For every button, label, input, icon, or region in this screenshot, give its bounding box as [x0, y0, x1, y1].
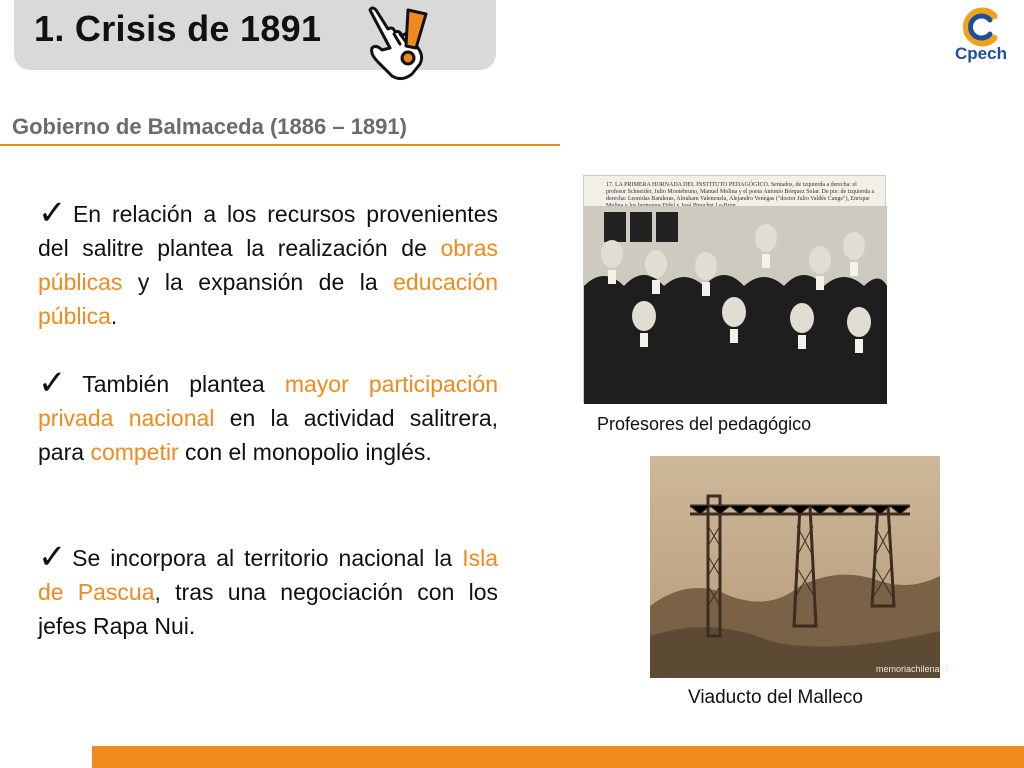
bullet-text: , tras una negociación con los jefes Rapa Nui. [38, 579, 498, 639]
photo-inner-caption: 17. LA PRIMERA HORNADA DEL INSTITUTO PEDAGÓGICO. Sentados, de izquierda a derecha: el profesor Schneider, Julio Montebruno, Manuel Molina y el poeta Antonio Bórquez Solar. De pie: de izquierda a derecha: Leonidas Banderas, Abraham Valenzuela, Alejandro Venegas ("doctor Julio Valdés Cange"), Enrique [606, 182, 875, 202]
bullet-text: en la actividad salitrera, para [38, 405, 498, 465]
section-subtitle: Gobierno de Balmaceda (1886 – 1891) [12, 114, 407, 139]
page-title: 1. Crisis de 1891 [34, 8, 322, 49]
highlight-text: Isla de Pascua [38, 545, 498, 605]
checkmark-icon: ✓ [38, 194, 71, 232]
photo-watermark: memoriachilena.cl [876, 664, 949, 674]
teachers-photo-caption: Profesores del pedagógico [597, 414, 812, 434]
viaduct-illustration [650, 456, 949, 678]
highlight-text: educación pública [38, 269, 498, 329]
bullet-private-participation [38, 366, 498, 469]
bullet-text: También plantea [82, 371, 285, 397]
cpech-c-icon [946, 6, 1016, 46]
bullet-text: Se incorpora al territorio nacional la [72, 545, 463, 571]
bullet-easter-island [38, 540, 498, 643]
highlight-text: mayor participación privada nacional [38, 371, 498, 431]
logo-text: Cpech [955, 44, 1007, 63]
bullet-text: con el monopolio inglés. [178, 439, 432, 465]
highlight-text: competir [90, 439, 179, 465]
pointing-hand-exclamation-icon [360, 4, 432, 82]
group-portrait-illustration [584, 176, 887, 404]
viaduct-photo-caption: Viaducto del Malleco [688, 687, 863, 708]
cpech-logo [946, 6, 1016, 66]
teachers-photo [583, 175, 886, 403]
viaduct-photo [650, 456, 949, 678]
bullet-text: y la expansión de la [122, 269, 394, 295]
subtitle-divider [0, 144, 560, 146]
checkmark-icon: ✓ [38, 364, 81, 402]
bullet-text: En relación a los recursos provenientes del salitre plantea la realización de [38, 201, 498, 261]
bullet-text: . [110, 303, 118, 329]
checkmark-icon: ✓ [38, 538, 71, 576]
footer-accent-bar [92, 746, 1024, 768]
bullet-public-works [38, 196, 498, 333]
highlight-text: obras públicas [38, 235, 498, 295]
